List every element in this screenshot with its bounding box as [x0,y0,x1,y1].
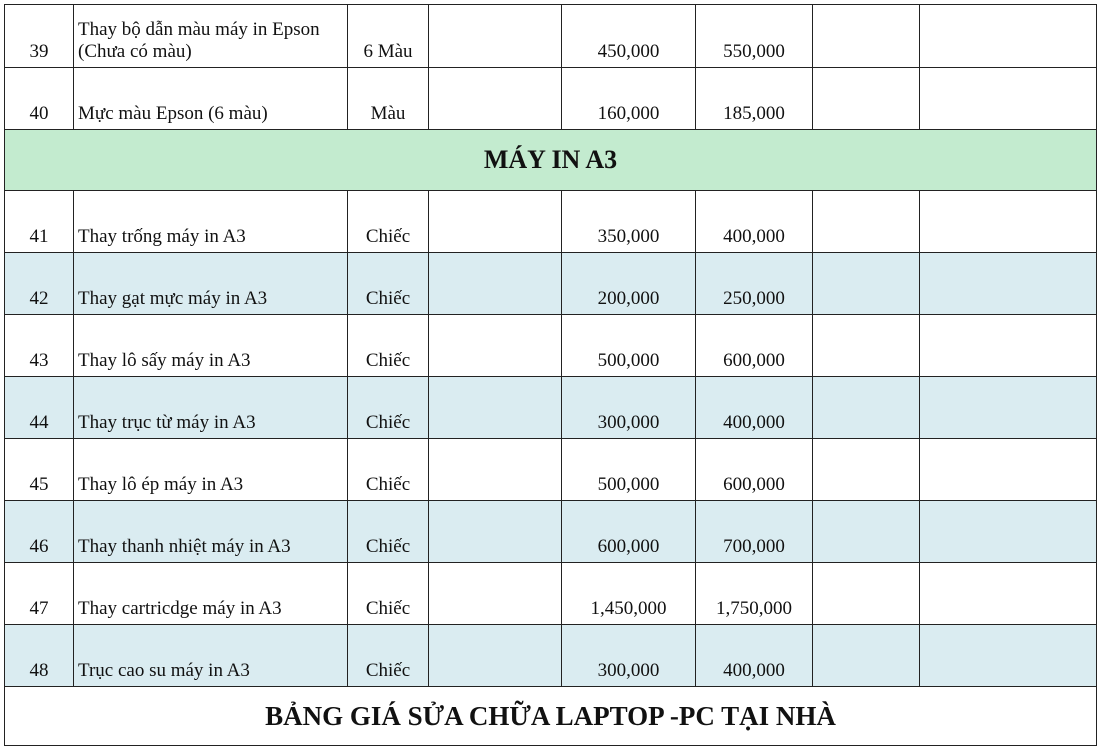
price-low: 300,000 [562,377,696,439]
item-name: Thay trục từ máy in A3 [74,377,348,439]
item-name: Thay lô sấy máy in A3 [74,315,348,377]
row-number: 48 [5,625,74,687]
row-number: 39 [5,5,74,68]
price-high: 400,000 [696,625,813,687]
table-row [5,439,1097,501]
price-high: 600,000 [696,439,813,501]
price-high: 1,750,000 [696,563,813,625]
price-low: 600,000 [562,501,696,563]
row-number: 47 [5,563,74,625]
table-row [5,315,1097,377]
item-name: Thay trống máy in A3 [74,191,348,253]
row-number: 44 [5,377,74,439]
empty-cell [920,253,1097,315]
empty-cell [429,439,562,501]
empty-cell [813,625,920,687]
price-low: 300,000 [562,625,696,687]
section-title: MÁY IN A3 [5,130,1097,191]
empty-cell [813,377,920,439]
table-row [5,68,1097,130]
row-number: 42 [5,253,74,315]
empty-cell [813,563,920,625]
empty-cell [920,625,1097,687]
item-unit: Chiếc [348,563,429,625]
price-low: 200,000 [562,253,696,315]
item-name: Thay lô ép máy in A3 [74,439,348,501]
empty-cell [920,377,1097,439]
price-low: 350,000 [562,191,696,253]
row-number: 45 [5,439,74,501]
price-low: 500,000 [562,315,696,377]
item-name: Thay bộ dẫn màu máy in Epson (Chưa có màu) [74,5,348,68]
empty-cell [429,625,562,687]
price-low: 500,000 [562,439,696,501]
price-high: 700,000 [696,501,813,563]
price-high: 185,000 [696,68,813,130]
item-name: Mực màu Epson (6 màu) [74,68,348,130]
empty-cell [920,315,1097,377]
item-name: Trục cao su máy in A3 [74,625,348,687]
item-name: Thay cartricdge máy in A3 [74,563,348,625]
table-row [5,625,1097,687]
price-high: 400,000 [696,377,813,439]
empty-cell [813,315,920,377]
item-unit: Chiếc [348,439,429,501]
table-row [5,191,1097,253]
table-row [5,5,1097,68]
price-high: 250,000 [696,253,813,315]
item-unit: Chiếc [348,377,429,439]
price-high: 550,000 [696,5,813,68]
footer-title-row [5,687,1097,746]
price-high: 600,000 [696,315,813,377]
empty-cell [429,191,562,253]
empty-cell [813,191,920,253]
item-name: Thay thanh nhiệt máy in A3 [74,501,348,563]
row-number: 40 [5,68,74,130]
item-unit: Chiếc [348,625,429,687]
empty-cell [813,253,920,315]
empty-cell [429,68,562,130]
empty-cell [429,377,562,439]
table-row [5,377,1097,439]
empty-cell [920,5,1097,68]
empty-cell [920,501,1097,563]
price-high: 400,000 [696,191,813,253]
table-row [5,501,1097,563]
empty-cell [429,563,562,625]
item-unit: Chiếc [348,253,429,315]
empty-cell [813,439,920,501]
table-row [5,563,1097,625]
row-number: 41 [5,191,74,253]
price-table [4,4,1097,746]
row-number: 43 [5,315,74,377]
item-unit: Chiếc [348,315,429,377]
item-unit: 6 Màu [348,5,429,68]
empty-cell [429,253,562,315]
item-name: Thay gạt mực máy in A3 [74,253,348,315]
empty-cell [813,5,920,68]
item-unit: Chiếc [348,501,429,563]
price-low: 1,450,000 [562,563,696,625]
empty-cell [920,191,1097,253]
section-header-row [5,130,1097,191]
empty-cell [920,563,1097,625]
empty-cell [429,315,562,377]
empty-cell [429,501,562,563]
empty-cell [429,5,562,68]
table-row [5,253,1097,315]
table-body [5,5,1097,746]
empty-cell [920,68,1097,130]
row-number: 46 [5,501,74,563]
item-unit: Chiếc [348,191,429,253]
empty-cell [920,439,1097,501]
footer-title: BẢNG GIÁ SỬA CHỮA LAPTOP -PC TẠI NHÀ [5,687,1097,746]
price-low: 450,000 [562,5,696,68]
empty-cell [813,68,920,130]
empty-cell [813,501,920,563]
item-unit: Màu [348,68,429,130]
price-low: 160,000 [562,68,696,130]
